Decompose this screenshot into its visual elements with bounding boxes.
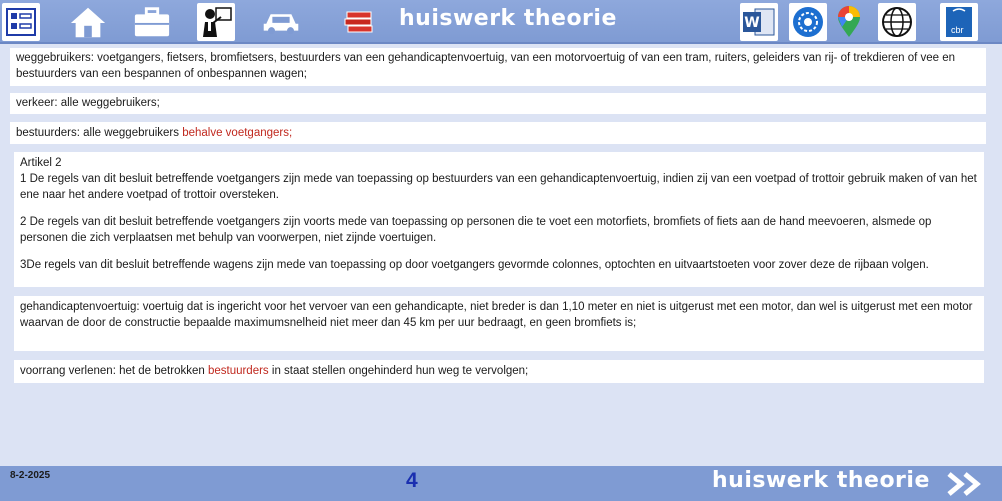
maps-pin-icon[interactable] xyxy=(830,3,868,41)
cbr-logo[interactable] xyxy=(940,3,978,41)
bottom-bar xyxy=(0,466,1002,501)
top-toolbar xyxy=(0,0,1002,44)
definition-voorrang-suffix: in staat stellen ongehinderd hun weg te vervolgen; xyxy=(268,365,529,377)
teacher-icon[interactable] xyxy=(197,3,235,41)
globe-circle-icon[interactable] xyxy=(789,3,827,41)
artikel-paragraph-1: 1 De regels van dit besluit betreffende voetgangers zijn mede van toepassing op bestuurders van een gehandicaptenvoertuig, indien zij van een voetpad of trottoir gebruik maken of van het ene naar het andere voetpad of trottoir oversteken. xyxy=(20,173,977,201)
definition-gehandicaptenvoertuig xyxy=(14,296,984,351)
books-icon[interactable] xyxy=(340,3,378,41)
footer-title: huiswerk theorie xyxy=(712,468,930,493)
briefcase-icon[interactable] xyxy=(133,3,171,41)
definition-weggebruikers-text: weggebruikers: voetgangers, fietsers, bromfietsers, bestuurders van een gehandicaptenvoertuig, van een motorvoertuig of van een tram, ruiters, geleiders van rij- of trekdieren of vee en bestuurders van een bespannen of onbespannen wagen; xyxy=(16,52,956,80)
menu-grid-icon[interactable] xyxy=(2,3,40,41)
page-number: 4 xyxy=(406,469,418,492)
app-title: huiswerk theorie xyxy=(399,6,617,31)
web-globe-icon[interactable] xyxy=(878,3,916,41)
definition-bestuurders-highlight: behalve voetgangers; xyxy=(182,127,293,139)
car-icon[interactable] xyxy=(262,3,300,41)
date-label: 8-2-2025 xyxy=(10,470,51,481)
home-icon[interactable] xyxy=(69,3,107,41)
double-chevron-right-icon[interactable] xyxy=(945,471,985,497)
artikel-paragraph-3: 3De regels van dit besluit betreffende wagens zijn mede van toepassing op door voetgangers gevormde colonnes, optochten en uitvaartstoeten voor zover deze de rijbaan volgen. xyxy=(20,259,929,271)
definition-verkeer-text: verkeer: alle weggebruikers; xyxy=(16,97,160,109)
definition-voorrang-highlight: bestuurders xyxy=(207,365,269,377)
definition-weggebruikers xyxy=(10,48,986,86)
definition-gehandicaptenvoertuig-text: gehandicaptenvoertuig: voertuig dat is ingericht voor het vervoer van een gehandicapte, niet breder is dan 1,10 meter en niet is uitgerust met een motor, dan wel is uitgerust met een motor waarvan de door de constructie bepaalde maximumsnelheid niet meer dan 45 km per uur bedraagt, en geen bromfiets is; xyxy=(20,301,973,329)
definition-bestuurders xyxy=(10,122,986,144)
artikel-paragraph-2: 2 De regels van dit besluit betreffende voetgangers zijn voorts mede van toepassing op personen die te voet een motorfiets, bromfiets of fiets aan de hand meevoeren, alsmede op personen die zich verplaatsen met behulp van voorwerpen, niet zijnde voertuigen. xyxy=(20,216,932,244)
svg-text:W: W xyxy=(744,15,760,31)
definition-bestuurders-text: bestuurders: alle weggebruikers xyxy=(16,127,183,139)
definition-voorrang-text: voorrang verlenen: het de betrokken xyxy=(20,365,208,377)
definition-voorrang xyxy=(14,360,984,383)
word-document-icon[interactable] xyxy=(740,3,778,41)
definition-verkeer xyxy=(10,93,986,114)
artikel-2-panel xyxy=(14,152,984,287)
artikel-title: Artikel 2 xyxy=(20,157,62,169)
cbr-logo-label: cbr xyxy=(951,25,964,35)
